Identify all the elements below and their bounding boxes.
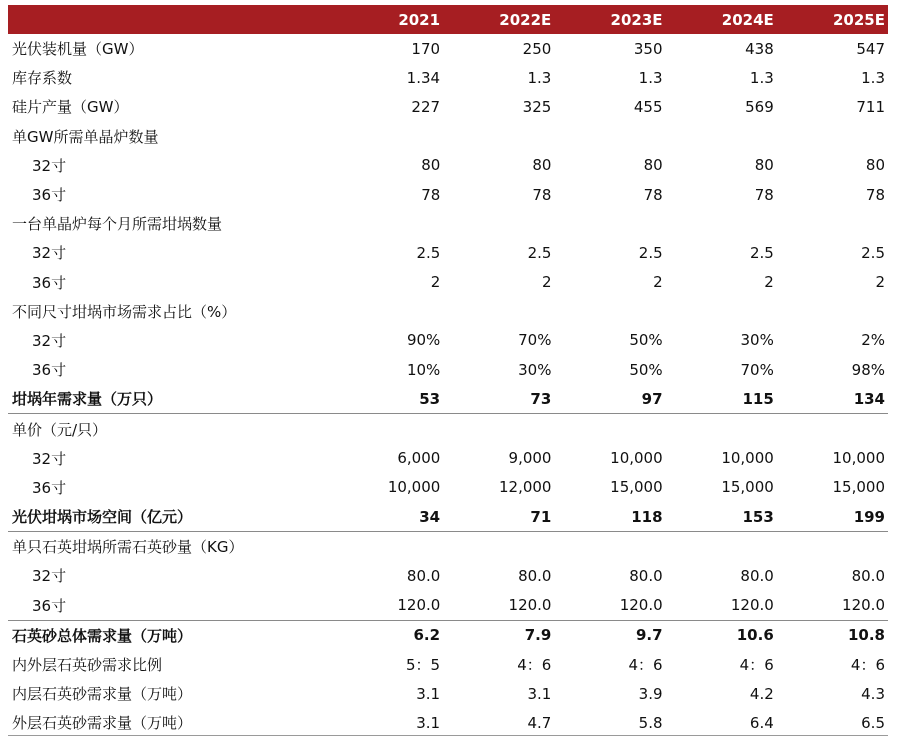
row-value: 80: [754, 156, 774, 175]
table-row: [8, 708, 888, 737]
row-value: 9.7: [635, 626, 663, 645]
header-year-2022e: 2022E: [499, 10, 552, 29]
row-value: 6,000: [397, 449, 441, 468]
row-value: 12,000: [498, 478, 552, 497]
row-label: 单只石英坩埚所需石英砂量（KG）: [12, 538, 244, 557]
table-row: [8, 621, 888, 650]
row-label: 内外层石英砂需求比例: [12, 656, 163, 675]
table-body: [8, 34, 888, 738]
row-value: 80: [643, 156, 663, 175]
row-value: 2: [430, 273, 441, 292]
header-year-2024e: 2024E: [721, 10, 774, 29]
row-value: 78: [643, 185, 663, 204]
table-row: [8, 92, 888, 121]
row-value: 2.5: [416, 243, 441, 262]
row-value: 70%: [740, 360, 774, 379]
row-value: 118: [631, 507, 663, 526]
row-value: 2.5: [527, 243, 552, 262]
row-label: 32寸: [32, 156, 67, 175]
row-value: 4：6: [850, 656, 885, 675]
row-value: 1.34: [406, 68, 441, 87]
row-label: 36寸: [32, 361, 67, 380]
row-value: 80.0: [629, 566, 663, 585]
row-value: 73: [530, 389, 552, 408]
row-value: 78: [532, 185, 552, 204]
row-value: 227: [411, 97, 441, 116]
row-value: 78: [421, 185, 441, 204]
row-value: 53: [419, 389, 441, 408]
row-label: 一台单晶炉每个月所需坩埚数量: [12, 215, 223, 234]
row-value: 4.2: [749, 684, 774, 703]
row-label: 32寸: [32, 567, 67, 586]
row-value: 10.6: [736, 626, 774, 645]
row-value: 2: [653, 273, 663, 292]
row-label: 32寸: [32, 331, 67, 350]
row-value: 4：6: [628, 656, 663, 675]
row-value: 97: [641, 389, 663, 408]
row-label: 库存系数: [12, 69, 73, 88]
table-row: [8, 238, 888, 267]
row-value: 10,000: [387, 478, 441, 497]
row-value: 70%: [518, 331, 552, 350]
row-label: 石英砂总体需求量（万吨）: [12, 626, 193, 645]
table-row: [8, 63, 888, 92]
row-value: 80.0: [406, 566, 441, 585]
row-value: 50%: [629, 331, 663, 350]
row-label: 单GW所需单晶炉数量: [12, 127, 159, 146]
row-value: 120.0: [730, 596, 774, 615]
row-value: 350: [633, 39, 663, 58]
table-row: [8, 297, 888, 326]
row-value: 6.5: [861, 713, 885, 732]
row-value: 15,000: [832, 478, 885, 497]
table-row: [8, 384, 888, 414]
row-value: 455: [633, 97, 663, 116]
row-label: 坩埚年需求量（万只）: [12, 390, 163, 409]
row-value: 120.0: [619, 596, 663, 615]
row-label: 光伏坩埚市场空间（亿元）: [12, 508, 193, 527]
table-row: [8, 414, 888, 443]
row-label: 外层石英砂需求量（万吨）: [12, 714, 193, 733]
row-value: 78: [865, 185, 885, 204]
row-value: 80: [421, 156, 441, 175]
table-row: [8, 268, 888, 297]
row-value: 90%: [406, 331, 441, 350]
row-value: 9,000: [508, 449, 552, 468]
row-value: 569: [745, 97, 774, 116]
row-value: 4：6: [517, 656, 552, 675]
row-value: 153: [742, 507, 774, 526]
row-value: 3.1: [416, 684, 441, 703]
row-label: 32寸: [32, 449, 67, 468]
row-value: 10,000: [610, 449, 663, 468]
row-value: 438: [745, 39, 774, 58]
forecast-table: [8, 5, 888, 738]
row-value: 120.0: [508, 596, 552, 615]
row-value: 115: [742, 389, 774, 408]
table-row: [8, 444, 888, 473]
row-value: 250: [522, 39, 552, 58]
header-year-2025e: 2025E: [833, 10, 885, 29]
row-value: 4.3: [861, 684, 885, 703]
row-value: 2: [875, 273, 885, 292]
row-label: 光伏装机量（GW）: [12, 40, 144, 59]
row-value: 10.8: [847, 626, 885, 645]
row-label: 不同尺寸坩埚市场需求占比（%）: [12, 302, 237, 321]
row-value: 120.0: [842, 596, 885, 615]
row-value: 2.5: [638, 243, 663, 262]
row-value: 80.0: [851, 566, 885, 585]
table-row: [8, 180, 888, 209]
row-value: 80.0: [518, 566, 552, 585]
row-label: 36寸: [32, 186, 67, 205]
table-row: [8, 502, 888, 532]
row-value: 7.9: [524, 626, 552, 645]
row-label: 36寸: [32, 478, 67, 497]
table-row: [8, 151, 888, 180]
row-value: 4.7: [527, 713, 552, 732]
row-value: 711: [856, 97, 885, 116]
table-row: [8, 34, 888, 63]
row-value: 80.0: [740, 566, 774, 585]
row-value: 1.3: [638, 68, 663, 87]
row-value: 10,000: [721, 449, 774, 468]
table-header-row: [8, 5, 888, 34]
table-row: [8, 209, 888, 238]
table-row: [8, 591, 888, 621]
row-label: 内层石英砂需求量（万吨）: [12, 685, 193, 704]
header-year-2023e: 2023E: [610, 10, 663, 29]
row-value: 34: [419, 507, 441, 526]
table-row: [8, 650, 888, 679]
row-value: 3.1: [416, 713, 441, 732]
row-value: 134: [853, 389, 885, 408]
row-value: 4：6: [739, 656, 774, 675]
row-value: 2%: [861, 331, 885, 350]
bottom-divider: [8, 735, 888, 736]
row-label: 硅片产量（GW）: [12, 98, 129, 117]
row-value: 5.8: [638, 713, 663, 732]
row-value: 1.3: [861, 68, 885, 87]
row-value: 120.0: [397, 596, 441, 615]
row-value: 2.5: [749, 243, 774, 262]
row-value: 3.1: [527, 684, 552, 703]
row-value: 15,000: [721, 478, 774, 497]
row-value: 30%: [518, 360, 552, 379]
row-value: 547: [856, 39, 885, 58]
row-value: 15,000: [610, 478, 663, 497]
header-year-2021: 2021: [398, 10, 441, 29]
table-row: [8, 532, 888, 561]
table-row: [8, 326, 888, 355]
row-label: 单价（元/只）: [12, 420, 108, 439]
row-value: 170: [411, 39, 441, 58]
row-value: 10%: [406, 360, 441, 379]
table-row: [8, 122, 888, 151]
row-value: 10,000: [832, 449, 885, 468]
row-value: 78: [754, 185, 774, 204]
row-value: 3.9: [638, 684, 663, 703]
row-value: 5：5: [405, 656, 441, 675]
row-label: 32寸: [32, 244, 67, 263]
table-row: [8, 561, 888, 590]
row-value: 1.3: [527, 68, 552, 87]
row-value: 30%: [740, 331, 774, 350]
row-value: 199: [853, 507, 885, 526]
row-value: 80: [865, 156, 885, 175]
row-value: 2: [764, 273, 774, 292]
row-label: 36寸: [32, 596, 67, 615]
row-value: 6.4: [749, 713, 774, 732]
row-value: 50%: [629, 360, 663, 379]
row-value: 71: [530, 507, 552, 526]
row-label: 36寸: [32, 273, 67, 292]
row-value: 325: [522, 97, 552, 116]
row-value: 1.3: [749, 68, 774, 87]
table-row: [8, 473, 888, 502]
row-value: 98%: [851, 360, 885, 379]
row-value: 6.2: [413, 626, 441, 645]
row-value: 2: [541, 273, 552, 292]
row-value: 2.5: [861, 243, 885, 262]
table-row: [8, 355, 888, 384]
row-value: 80: [532, 156, 552, 175]
table-row: [8, 679, 888, 708]
